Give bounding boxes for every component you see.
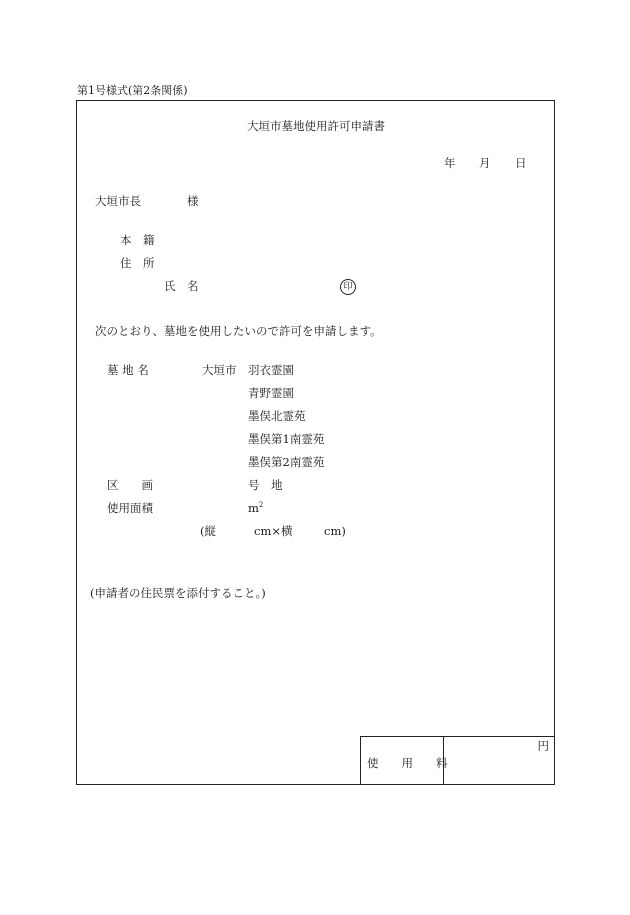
cemetery-option-1: 羽衣霊園 [248, 363, 294, 377]
seal-mark: 印 [340, 279, 356, 295]
fee-value-cell[interactable] [443, 736, 555, 785]
cemetery-option-5: 墨俣第2南霊苑 [248, 455, 325, 469]
form-number: 第1号様式(第2条関係) [77, 84, 188, 97]
name-label: 氏 名 [164, 279, 199, 293]
area-unit: $m^2$ [248, 501, 264, 515]
request-text: 次のとおり、墓地を使用したいので許可を申請します。 [95, 324, 382, 338]
attachment-note: (申請者の住民票を添付すること。) [90, 586, 266, 600]
form-title: 大垣市墓地使用許可申請書 [247, 119, 385, 133]
section-label: 区 画 [107, 478, 153, 492]
section-unit-number: 号 [248, 478, 260, 492]
date-day: 日 [515, 156, 527, 170]
fee-label-cell [360, 736, 448, 785]
cemetery-city: 大垣市 [202, 363, 237, 377]
area-label: 使用面積 [107, 501, 153, 515]
area-dims-cm-close: cm) [324, 524, 346, 538]
section-unit-plot: 地 [271, 478, 283, 492]
cemetery-label: 墓 地 名 [107, 363, 149, 377]
honseki-label: 本 籍 [120, 233, 155, 247]
cemetery-option-3: 墨俣北霊苑 [248, 409, 306, 423]
addressee-name: 大垣市長 [95, 194, 141, 208]
fee-unit: 円 [537, 739, 549, 753]
addressee-honorific: 様 [187, 194, 199, 208]
area-dims-open: (縦 [200, 524, 216, 538]
cemetery-option-4: 墨俣第1南霊苑 [248, 432, 325, 446]
date-year: 年 [444, 156, 456, 170]
cemetery-option-2: 青野霊園 [248, 386, 294, 400]
area-dims-cm-width: cm×横 [254, 524, 293, 538]
address-label: 住 所 [120, 256, 155, 270]
date-month: 月 [479, 156, 491, 170]
fee-label: 使 用 料 [367, 756, 448, 770]
